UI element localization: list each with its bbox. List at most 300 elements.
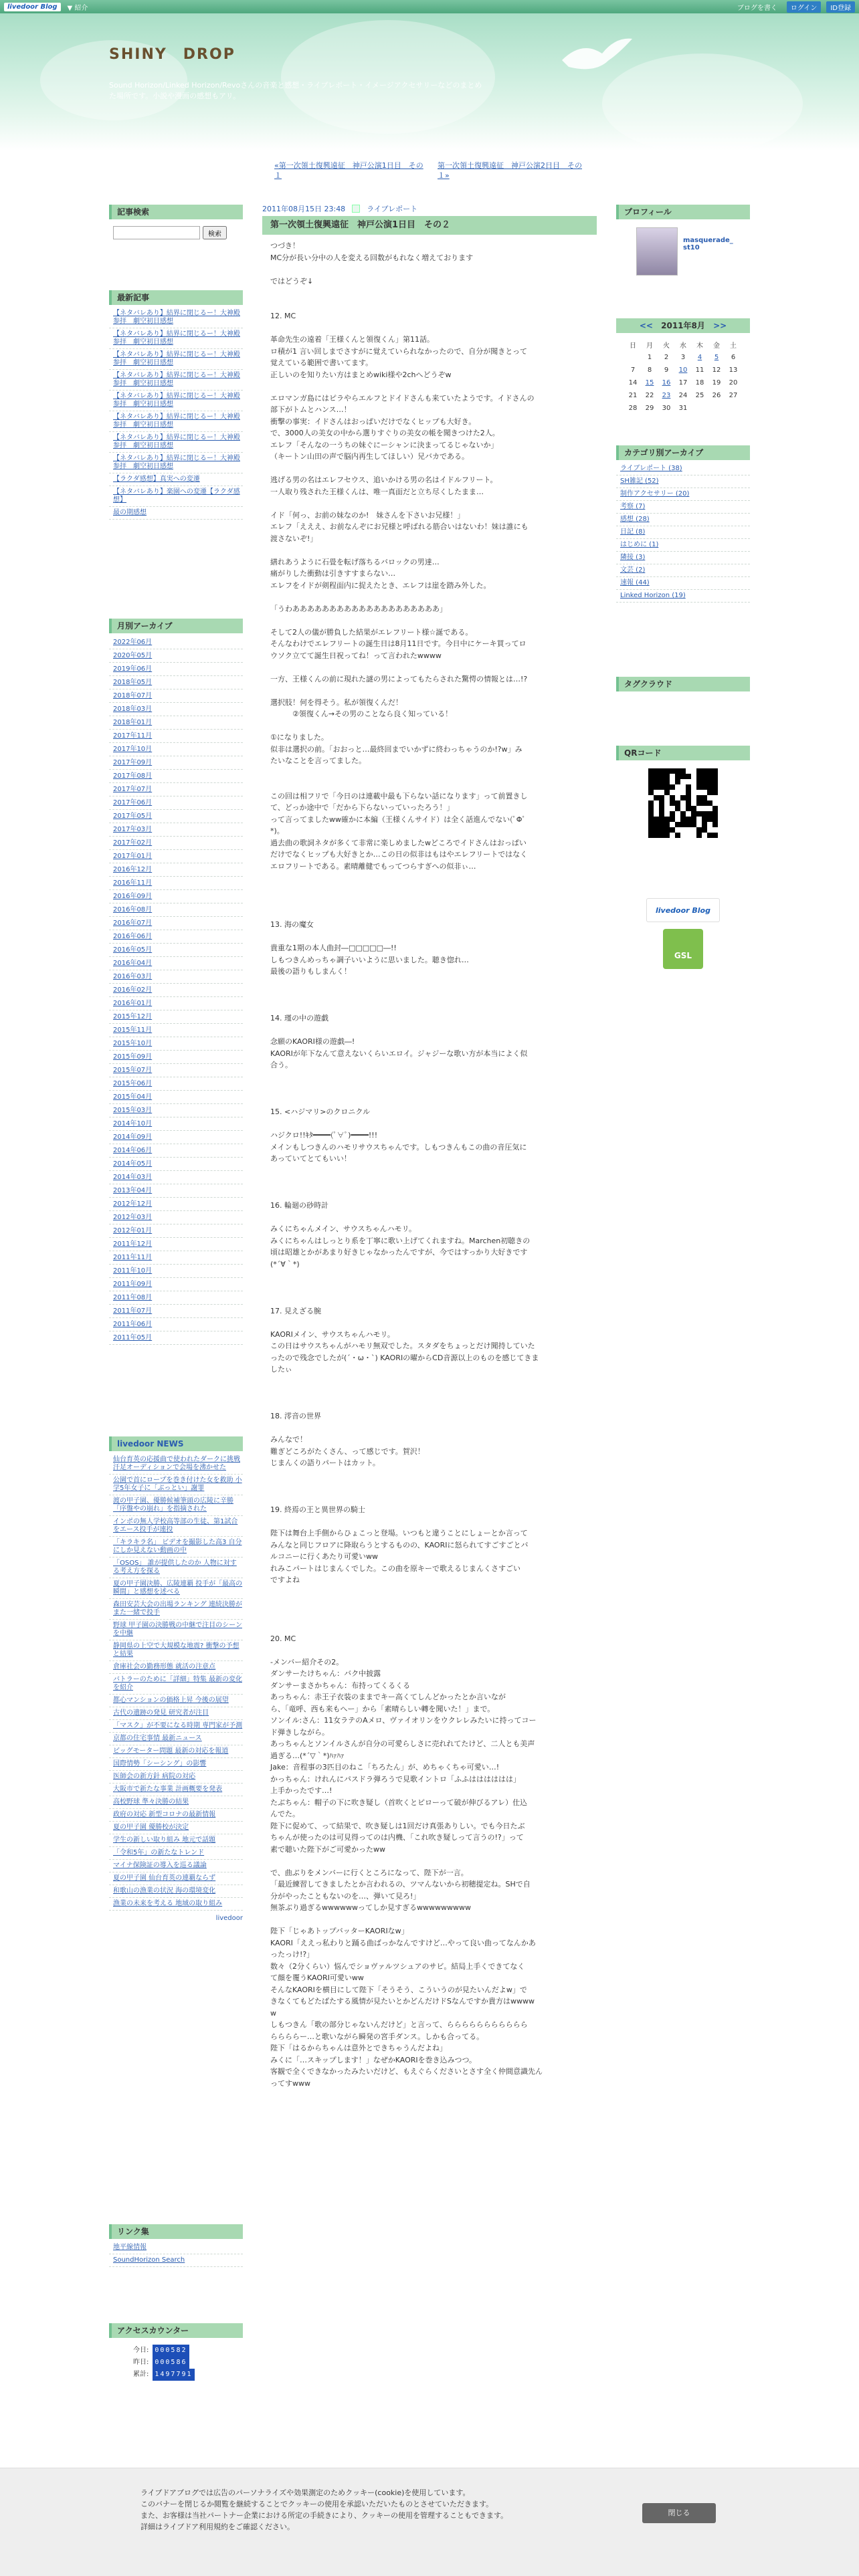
register-link[interactable]: ID登録: [826, 1, 855, 13]
archive-month-item: [109, 636, 243, 649]
category-link[interactable]: 日記 (8): [620, 528, 646, 536]
post-line: で、曲ぶりをメンバーに行くところになって、陛下が一言。: [270, 1868, 468, 1877]
category-link[interactable]: はじめに (1): [620, 541, 659, 548]
qr-module: [670, 833, 675, 838]
post-line: 念願のKAORI様の遊戯―!: [270, 1037, 355, 1046]
news-item: [109, 1516, 243, 1537]
post-line: 逃げる男の名はエレフセウス、追いかける男の名はイドルフリート。: [270, 475, 498, 484]
archive-month-link[interactable]: 2014年05月: [113, 1160, 153, 1168]
calendar-day-link[interactable]: 23: [662, 392, 671, 399]
cookie-line: 詳細はライブドア利用規約をご確認ください。: [140, 2523, 295, 2531]
news-link[interactable]: 学生の新しい取り組み 地元で話題: [113, 1836, 216, 1844]
post-date[interactable]: 2011年08月15日 23:48: [262, 205, 346, 213]
qr-module: [659, 784, 664, 790]
news-link[interactable]: 京都の住宅事情 最新ニュース: [113, 1735, 202, 1742]
qr-module: [712, 817, 718, 822]
archive-month-link[interactable]: 2011年09月: [113, 1281, 153, 1288]
post-category[interactable]: ライブレポート: [367, 205, 418, 213]
qr-module: [691, 833, 696, 838]
post-blank-line: [270, 615, 589, 627]
qr-module: [696, 811, 702, 817]
calendar-day: [725, 402, 742, 415]
news-link[interactable]: 夏の甲子園決勝、広陵連覇 投手が「最高の瞬間」と感想を述べる: [113, 1580, 243, 1596]
qr-module: [680, 779, 686, 784]
calendar-weekday: 木: [696, 342, 703, 350]
calendar-day: 28: [628, 405, 638, 412]
archive-month-item: [109, 1077, 243, 1091]
news-link[interactable]: ビッグモーター問題 最新の対応を報道: [113, 1747, 229, 1755]
archive-month-item: [109, 743, 243, 756]
profile-heading: プロフィール: [616, 205, 750, 219]
category-link[interactable]: 考察 (7): [620, 503, 646, 510]
qr-module: [659, 811, 664, 817]
gsl-badge[interactable]: GSL: [663, 929, 703, 969]
livedoor-blog-logo[interactable]: livedoor Blog: [4, 3, 61, 11]
category-link[interactable]: SH雑記 (52): [620, 477, 659, 485]
archive-month-link[interactable]: 2017年06月: [113, 799, 153, 807]
category-link[interactable]: Linked Horizon (19): [620, 592, 686, 599]
post-line: エロマンガ島にはピラやらエルフとドイドさんも来ていたようです。イドさんの: [270, 393, 535, 403]
news-link[interactable]: 高校野球 準々決勝の結果: [113, 1798, 189, 1806]
calendar-week-row: [625, 402, 742, 415]
qr-module: [707, 790, 712, 795]
archive-month-link[interactable]: 2017年05月: [113, 813, 153, 820]
recent-post-link[interactable]: 【ネタバレあり】結界に閉じるー！大神殿参拝 劇空初日感想: [113, 413, 240, 429]
calendar-day-link[interactable]: 15: [645, 379, 654, 387]
archive-month-item: [109, 1331, 243, 1345]
news-item: [109, 1707, 243, 1720]
qr-module: [675, 827, 680, 833]
header-decoration: [281, 20, 495, 134]
news-link[interactable]: インポの無人学校高等部の生徒、第1試合をエース投手が連投: [113, 1518, 238, 1533]
post-blank-line: [270, 884, 589, 896]
category-heading: カテゴリ別アーカイブ: [616, 445, 750, 460]
calendar-day: 21: [628, 392, 638, 399]
post-line: ①になりました。: [270, 733, 328, 742]
archive-month-item: [109, 1158, 243, 1171]
qr-module: [702, 806, 707, 811]
archive-month-link[interactable]: 2016年06月: [113, 933, 153, 940]
news-link[interactable]: 「令和5年」の新たなトレンド: [113, 1849, 205, 1856]
archive-month-item: [109, 1198, 243, 1211]
qr-module: [664, 774, 670, 779]
qr-module: [686, 784, 691, 790]
qr-module: [691, 822, 696, 827]
archive-month-link[interactable]: 2015年06月: [113, 1080, 153, 1087]
category-link[interactable]: 文芸 (2): [620, 566, 646, 574]
cookie-message: [140, 2487, 609, 2533]
post-blank-line: [270, 907, 589, 920]
archive-month-link[interactable]: 2017年07月: [113, 786, 153, 793]
post-article: [262, 203, 597, 2095]
calendar-week-row: [625, 351, 742, 364]
post-title: 第一次領土復興遠征 神戸公演1日目 その２: [262, 216, 597, 235]
news-link[interactable]: 森田安芸大会の出場ランキング 連続決勝がまた一緒で投手: [113, 1601, 242, 1616]
archive-month-link[interactable]: 2011年12月: [113, 1241, 153, 1248]
post-blank-line: [270, 778, 589, 790]
qr-module: [659, 774, 664, 779]
post-blank-line: [270, 1025, 589, 1037]
post-line: みくに「…スキップします！」なぜかKAORIを巻き込みつつ。: [270, 2055, 477, 2064]
category-link[interactable]: 感想 (28): [620, 516, 650, 523]
post-blank-line: [270, 1914, 589, 1926]
archive-month-link[interactable]: 2018年01月: [113, 719, 153, 726]
post-blank-line: [270, 544, 589, 556]
post-line: かっちゃん：けれんにパスドラ弾ろうで見歌イントロ「ふふはははははは」: [270, 1774, 520, 1784]
qr-module: [680, 768, 686, 774]
post-blank-line: [270, 591, 589, 603]
news-link[interactable]: 都心マンションの価格上昇 今後の展望: [113, 1697, 229, 1704]
archive-month-link[interactable]: 2016年04月: [113, 960, 153, 967]
calendar-day-link[interactable]: 4: [697, 354, 702, 361]
archive-month-link[interactable]: 2016年12月: [113, 866, 153, 873]
qr-module: [648, 784, 654, 790]
archive-month-link[interactable]: 2017年01月: [113, 853, 153, 860]
post-line: エレフ「そんなの一うちの妹ぐにーシャンに決まってるじゃないか」: [270, 440, 498, 449]
link-item: [109, 2242, 243, 2254]
avatar[interactable]: [636, 227, 678, 276]
qr-module: [680, 800, 686, 806]
qr-module: [648, 827, 654, 833]
archive-month-link[interactable]: 2011年06月: [113, 1321, 153, 1328]
post-line: 繕れあうように石畳を転げ落ちるバロックの男達…: [270, 557, 440, 566]
post-line: 痛がりした衝動は引きすすまらない…: [270, 569, 396, 578]
recent-post-link[interactable]: 【ネタバレあり】結界に閉じるー！大神殿参拝 劇空初日感想: [113, 330, 240, 346]
calendar-next-link[interactable]: >>: [713, 321, 727, 330]
archive-month-link[interactable]: 2015年10月: [113, 1040, 153, 1047]
recent-post-link[interactable]: 【ネタバレあり】結界に閉じるー！大神殿参拝 劇空初日感想: [113, 310, 240, 325]
post-pagination: [268, 160, 597, 181]
recent-post-link[interactable]: 【ネタバレあり】結界に閉じるー！大神殿参拝 劇空初日感想: [113, 393, 240, 408]
post-line: ってすwww: [270, 2078, 310, 2088]
news-link[interactable]: 国際情勢「シーシング」の影響: [113, 1760, 207, 1767]
post-line: 上手かったです…!: [270, 1786, 332, 1795]
archive-month-item: [109, 1037, 243, 1051]
post-line: 一人取り残された王様くんは、唯一真面だと立ち尽くしたまま…: [270, 487, 484, 496]
recent-post-item: [109, 349, 243, 370]
archive-month-link[interactable]: 2014年10月: [113, 1120, 153, 1128]
archive-month-link[interactable]: 2016年02月: [113, 986, 153, 994]
archive-month-link[interactable]: 2013年04月: [113, 1187, 153, 1194]
qr-module: [659, 790, 664, 795]
archive-month-link[interactable]: 2012年12月: [113, 1200, 153, 1208]
news-heading[interactable]: livedoor NEWS: [109, 1436, 243, 1451]
post-line: ソンイル:さん：11女ラテのAメロ、ヴァイオリンをウクレレみたいに持ってコー: [270, 1716, 537, 1725]
archive-month-link[interactable]: 2016年11月: [113, 879, 153, 887]
link-anchor[interactable]: SoundHorizon Search: [113, 2256, 185, 2264]
counter-heading: アクセスカウンター: [109, 2323, 243, 2338]
news-link[interactable]: 古代の遺跡の発見 研究者が注目: [113, 1709, 209, 1717]
search-widget: [109, 205, 243, 246]
calendar-day: 8: [647, 366, 652, 374]
news-link[interactable]: 公園で首にロープを巻き付けた女を救助 小学5年女子に「ぶっとい」謝罪: [113, 1477, 242, 1492]
qr-module: [654, 806, 659, 811]
nav-menu[interactable]: ▼ 紹介: [67, 4, 88, 12]
news-list: [109, 1454, 243, 1911]
post-blank-line: [270, 1644, 589, 1656]
news-link[interactable]: 「マスク」が不要になる時期 専門家が予測: [113, 1722, 243, 1729]
news-link[interactable]: 野球 甲子園の決勝戦の中継で注目のシーンを中継: [113, 1622, 242, 1637]
archive-month-link[interactable]: 2017年03月: [113, 826, 153, 833]
profile-name[interactable]: masquerade_st10: [683, 237, 733, 251]
news-item: [109, 1809, 243, 1822]
qr-module: [686, 768, 691, 774]
calendar-day-link[interactable]: 10: [678, 366, 688, 374]
archive-month-item: [109, 689, 243, 703]
post-blank-line: [270, 1165, 589, 1177]
calendar-day: 18: [695, 379, 704, 387]
post-line: ったので残念でしたが(´・ω・`) KAORIの曜からCD音源以上のものを感じてきま: [270, 1353, 539, 1362]
qr-module: [691, 817, 696, 822]
post-line: れみこパートはじまんくでした。この曲を原キーで歌えるじまんくさすごい: [270, 1564, 520, 1573]
calendar-day: 24: [678, 392, 688, 399]
archive-month-link[interactable]: 2017年08月: [113, 772, 153, 780]
recent-post-link[interactable]: 【ネタバレあり】結界に閉じるー！大神殿参拝 劇空初日感想: [113, 351, 240, 366]
archive-month-link[interactable]: 2015年07月: [113, 1067, 153, 1074]
post-blank-line: [270, 1176, 589, 1188]
news-link[interactable]: 和歌山の漁業の状況 海の環境変化: [113, 1887, 216, 1895]
post-line: 難ぎどころがたくさん、って感じです。賀沢！: [270, 1446, 425, 1456]
archive-month-link[interactable]: 2017年09月: [113, 759, 153, 766]
post-blank-line: [270, 978, 589, 990]
archive-month-link[interactable]: 2014年09月: [113, 1134, 153, 1141]
news-link[interactable]: 「OSOS」 誰が提供したのか 人物に対する考え方を探る: [113, 1560, 237, 1575]
qr-module: [670, 779, 675, 784]
post-line: 陛下「じゃあトップバッターKAORIなw」: [270, 1927, 409, 1935]
archive-month-link[interactable]: 2014年03月: [113, 1174, 153, 1181]
calendar-day: 27: [729, 392, 738, 399]
qr-module: [680, 811, 686, 817]
post-line: エレフをイドが剣程面内に捉えたとき、エレフは崖を踏み外した。: [270, 580, 491, 590]
cookie-close-button[interactable]: 閉じる: [642, 2503, 716, 2523]
recent-post-link[interactable]: 【ラクダ感想】真実への変遷: [113, 475, 200, 483]
calendar-prev-link[interactable]: <<: [639, 321, 653, 330]
archive-month-item: [109, 1104, 243, 1117]
archive-month-link[interactable]: 2016年09月: [113, 893, 153, 900]
archive-month-item: [109, 1010, 243, 1024]
archive-month-link[interactable]: 2017年10月: [113, 746, 153, 753]
post-line: MC分が長い分中の人を変える回数がもれなく増えております: [270, 253, 474, 262]
archive-month-link[interactable]: 2016年05月: [113, 946, 153, 954]
login-link[interactable]: ログイン: [787, 1, 822, 13]
recent-post-item: [109, 411, 243, 432]
qr-module: [670, 817, 675, 822]
category-link[interactable]: 隣接 (3): [620, 554, 646, 561]
post-blank-line: [270, 1598, 589, 1610]
qr-module: [707, 768, 712, 774]
news-item: [109, 1695, 243, 1707]
post-line: みんなと同じフロアに降取らうとするものの、KAORIに怒られてすごすごとバ: [270, 1540, 529, 1549]
link-anchor[interactable]: 地平線情報: [113, 2244, 147, 2251]
qr-module: [654, 833, 659, 838]
news-item: [109, 1661, 243, 1674]
post-blank-line: [270, 1188, 589, 1200]
archive-month-link[interactable]: 2018年05月: [113, 679, 153, 686]
qr-module: [664, 768, 670, 774]
qr-module: [691, 827, 696, 833]
qr-module: [686, 779, 691, 784]
archive-month-link[interactable]: 2011年07月: [113, 1307, 153, 1315]
livedoor-blog-badge[interactable]: livedoor Blog: [646, 898, 720, 922]
cookie-line: このバナーを閉じるか閲覧を継続することでクッキーの使用を承認いただいたものとさせていただきます。: [140, 2500, 494, 2508]
archive-month-link[interactable]: 2011年10月: [113, 1267, 153, 1275]
news-link[interactable]: 静岡県の上空で大規模な地震? 衝撃の予想と結果: [113, 1642, 240, 1658]
news-link[interactable]: バトラーのために「詳細」特集 最新の変化を紹介: [113, 1676, 242, 1691]
qr-module: [675, 800, 680, 806]
post-line: エレフ「えええ、お前なんぞにお兄様と呼ばれる筋合いはないわ！妹は誰にも: [270, 522, 529, 531]
post-line: 選択肢！何を得そう。私が領復くんだ！: [270, 697, 403, 707]
qr-module: [707, 800, 712, 806]
archive-month-link[interactable]: 2018年03月: [113, 706, 153, 713]
calendar-day: 14: [628, 379, 638, 387]
archive-month-link[interactable]: 2018年07月: [113, 692, 153, 700]
qr-module: [675, 833, 680, 838]
qr-module: [648, 800, 654, 806]
archive-month-link[interactable]: 2017年02月: [113, 839, 153, 847]
archive-month-link[interactable]: 2020年05月: [113, 652, 153, 659]
qr-module: [691, 774, 696, 779]
post-line: 15. <ハジマリ>のクロニクル: [270, 1107, 371, 1116]
news-item: [109, 1733, 243, 1745]
category-item: [616, 475, 750, 488]
calendar-table: [625, 338, 742, 415]
recent-post-link[interactable]: 【ネタバレあり】結界に閉じるー！大神殿参拝 劇空初日感想: [113, 434, 240, 449]
blog-title[interactable]: SHINY DROP: [109, 46, 235, 63]
search-heading: 記事検索: [109, 205, 243, 219]
post-line: って言ってましたww確かに本編（王様くんサイド）は全く話進んでない(ﾟΦﾟ: [270, 815, 526, 824]
news-item: [109, 1578, 243, 1599]
archive-month-link[interactable]: 2012年01月: [113, 1227, 153, 1235]
recent-posts-widget: [109, 290, 243, 520]
category-link[interactable]: ライブレポート (38): [620, 465, 682, 472]
news-item: [109, 1860, 243, 1872]
news-link[interactable]: マイナ保険証の導入を巡る議論: [113, 1862, 207, 1869]
archive-month-item: [109, 1224, 243, 1238]
calendar-day: [692, 351, 708, 364]
category-widget: [616, 445, 750, 603]
post-line: ド弾きしながら。: [270, 1727, 329, 1737]
archive-month-link[interactable]: 2016年01月: [113, 1000, 153, 1007]
archive-month-item: [109, 1265, 243, 1278]
archive-month-link[interactable]: 2015年03月: [113, 1107, 153, 1114]
counter-label: 今日:: [133, 2347, 149, 2354]
archive-month-link[interactable]: 2016年07月: [113, 920, 153, 927]
calendar-day: [625, 351, 642, 364]
recent-post-item: [109, 432, 243, 453]
post-line: 18. 澪音の世界: [270, 1412, 321, 1420]
archive-month-link[interactable]: 2017年11月: [113, 732, 153, 740]
write-blog-link[interactable]: ブログを書く: [737, 4, 777, 12]
qr-module: [686, 774, 691, 779]
post-blank-line: [270, 1317, 589, 1329]
archive-month-link[interactable]: 2016年03月: [113, 973, 153, 980]
calendar-day-link[interactable]: 16: [662, 379, 671, 387]
qr-module: [670, 784, 675, 790]
next-post-link[interactable]: 第一次領土復興遠征 神戸公演2日目 その１»: [438, 161, 582, 180]
recent-post-link[interactable]: 【ネタバレあり】結界に閉じるー！大神殿参拝 劇空初日感想: [113, 372, 240, 387]
news-link[interactable]: 夏の甲子園 優勝校が決定: [113, 1824, 189, 1831]
qr-module: [648, 768, 654, 774]
calendar-day-link[interactable]: 5: [714, 354, 719, 361]
qr-module: [664, 822, 670, 827]
qr-module: [670, 774, 675, 779]
news-link[interactable]: 仙台育英の応援曲で使われたダークに挑戦 汗足オーディションで会場を沸かせた: [113, 1456, 240, 1471]
qr-module: [712, 768, 718, 774]
archive-month-link[interactable]: 2022年06月: [113, 639, 153, 646]
post-blank-line: [270, 1118, 589, 1130]
recent-post-link[interactable]: 【ネタバレあり】結界に閉じるー！大神殿参拝 劇空初日感想: [113, 455, 240, 470]
post-line: そんなKAORIを横目にして陛下「そうそう、こういうのが見たいんだよw」で: [270, 1985, 527, 1994]
qr-module: [680, 817, 686, 822]
archive-month-link[interactable]: 2012年03月: [113, 1214, 153, 1221]
post-line: 似非は選択の前。「おおっと…最終回までいかずに終わっちゃうのか!?w」み: [270, 744, 522, 754]
archive-month-link[interactable]: 2011年08月: [113, 1294, 153, 1301]
post-line: ルコニーに行くあたり可愛いww: [270, 1552, 378, 1561]
archive-month-link[interactable]: 2015年09月: [113, 1053, 153, 1061]
archive-month-link[interactable]: 2014年06月: [113, 1147, 153, 1154]
post-blank-line: [270, 720, 589, 732]
recent-post-link[interactable]: 最の期感想: [113, 509, 147, 516]
news-link[interactable]: 大阪市で新たな事業 計画概要を発表: [113, 1786, 223, 1793]
archive-month-item: [109, 663, 243, 676]
qr-module: [654, 817, 659, 822]
news-link[interactable]: 夏の甲子園 仙台育英の連覇ならず: [113, 1874, 216, 1882]
category-link[interactable]: 速報 (44): [620, 579, 650, 586]
archive-month-link[interactable]: 2011年05月: [113, 1334, 153, 1341]
archive-month-link[interactable]: 2015年12月: [113, 1013, 153, 1021]
counter-value: 000586: [153, 2357, 189, 2369]
post-line: ら、「竜呼、西も来もへー」から「素晴らしい轉を聞いた！」まで。: [270, 1704, 495, 1713]
prev-post-link[interactable]: «第一次領土復興遠征 神戸公演1日目 その１: [274, 161, 423, 180]
livedoor-news-brand[interactable]: livedoor: [215, 1915, 243, 1922]
archive-list: [109, 636, 243, 1345]
recent-post-link[interactable]: 【ネタバレあり】楽園への変遷【ラクダ感想】: [113, 488, 240, 504]
news-link[interactable]: 政府の対応 新型コロナの最新情報: [113, 1811, 216, 1818]
news-link[interactable]: 医師会の新方針 病院の対応: [113, 1773, 196, 1780]
news-link[interactable]: 倉庫社会の勤務形態 就活の注意点: [113, 1663, 216, 1671]
recent-posts-heading: 最新記事: [109, 290, 243, 305]
archive-month-link[interactable]: 2019年06月: [113, 665, 153, 673]
news-link[interactable]: 渡の甲子園、優勝候補筆頭の広陵に辛勝 「序盤やの崩れ」を指摘された: [113, 1497, 233, 1513]
news-item: [109, 1720, 243, 1733]
archive-month-link[interactable]: 2011年11月: [113, 1254, 153, 1261]
qr-module: [659, 822, 664, 827]
archive-month-link[interactable]: 2015年04月: [113, 1093, 153, 1101]
news-item: [109, 1475, 243, 1495]
post-blank-line: [270, 989, 589, 1001]
archive-month-link[interactable]: 2015年11月: [113, 1027, 153, 1034]
news-link[interactable]: 「キラキラ名」 ビデオを撮影した高3 自分にしか見えない動画の中: [113, 1539, 242, 1554]
news-link[interactable]: 漁業の未来を考える 地域の取り組み: [113, 1900, 223, 1907]
qr-module: [670, 795, 675, 800]
links-list: [109, 2242, 243, 2267]
search-button[interactable]: 検索: [203, 226, 227, 239]
archive-month-link[interactable]: 2016年08月: [113, 906, 153, 914]
post-line: メインもしつきんのハモリサウスちゃんです。しもつきんもこの曲の音圧気に: [270, 1142, 527, 1152]
archive-month-item: [109, 984, 243, 997]
qr-module: [691, 795, 696, 800]
qr-module: [654, 768, 659, 774]
archive-month-item: [109, 1211, 243, 1224]
category-link[interactable]: 制作アクセサリー (20): [620, 490, 690, 498]
qr-module: [675, 822, 680, 827]
post-line: あっちゃん：赤王子衣装のままでキー高くてしんどかったとか言いなが: [270, 1693, 506, 1701]
search-input[interactable]: [113, 226, 200, 239]
qr-module: [691, 806, 696, 811]
post-line: 無茶ぶり過ぎるwwwwwwってしか見すぎるwwwwwwwww: [270, 1903, 471, 1912]
archive-heading: 月別アーカイブ: [109, 619, 243, 633]
qr-module: [707, 774, 712, 779]
